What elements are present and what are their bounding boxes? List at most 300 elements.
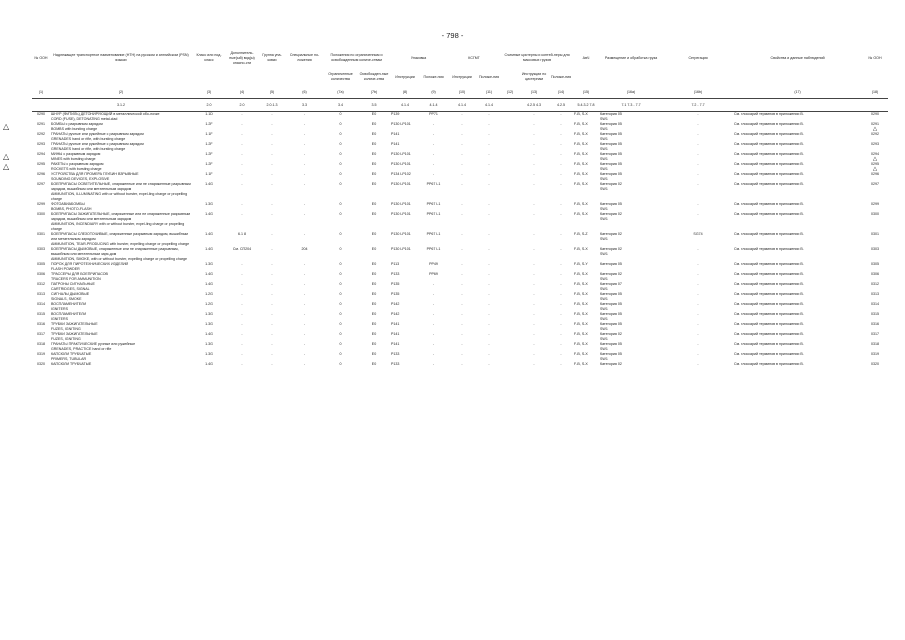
table-row: [32, 212, 888, 232]
cell-empty: [501, 262, 519, 272]
table-row: [32, 162, 888, 172]
cell-cls: 1.1D: [205, 112, 213, 116]
ref-c10: 4.1.4: [458, 102, 467, 107]
cell-cls: 1.3G: [205, 322, 213, 326]
cell-prop: См. глоссарий терминов в приложении B.: [734, 342, 804, 346]
cell-prop: См. глоссарий терминов в приложении B.: [734, 152, 804, 156]
cell-cls: 1.4G: [205, 232, 213, 236]
ref-c16b: 7.2 - 7.7: [691, 102, 705, 107]
cell-pp: PP67 L1: [426, 212, 441, 216]
cell-stow: [599, 212, 663, 232]
cell-cls: 1.2G: [205, 292, 213, 296]
cell-name: [50, 112, 192, 123]
cell-name: [50, 272, 192, 282]
shipping-name-en: AMMUNITION, INCENDIARY with or without burster, expel-ling charge or propelling charge: [51, 222, 185, 231]
cell-sub: -: [241, 132, 243, 136]
stowage-category: Категория 05: [600, 202, 622, 206]
cell-ibc: -: [461, 332, 463, 336]
cell-pi: P130 LP101: [391, 212, 411, 216]
cell-cls: 1.3G: [205, 342, 213, 346]
cell-un: 0315: [37, 312, 45, 316]
cell-lq: 0: [339, 312, 342, 316]
shipping-name-ru: БОЕПРИПАСЫ ОСВЕТИТЕЛЬНЫЕ, снаряженные или не снаряженные разрывным зарядом, вышибным или метательным зарядом: [51, 182, 191, 191]
shipping-name-ru: МИНЫ с разрывным зарядом: [51, 152, 101, 156]
table-row: [32, 322, 888, 332]
table-row: [32, 247, 888, 262]
cell-empty: [501, 132, 519, 142]
cell-empty: [501, 282, 519, 292]
cell-un2: [862, 172, 888, 182]
cell-ibcp: -: [488, 132, 490, 136]
un-number-right: 0315: [871, 312, 880, 316]
un-number-right: 0292: [871, 132, 880, 136]
cell-un2: [862, 352, 888, 362]
cell-stow: [599, 122, 663, 132]
cell-stow: [599, 152, 663, 162]
cell-ems: F-B, S-X: [574, 112, 588, 116]
cell-ibcp: -: [488, 352, 490, 356]
cell-empty: [501, 232, 519, 247]
cell-sp: -: [303, 302, 306, 306]
column-number: (10): [458, 89, 466, 94]
stowage-code: SW1: [600, 147, 608, 151]
cell-lq: 0: [339, 352, 342, 356]
column-number: (14): [557, 89, 565, 94]
cell-lq: 0: [339, 182, 342, 186]
stowage-code: SW1: [600, 167, 608, 171]
shipping-name-en: GRENADES hand or rifle, with bursting charge: [51, 137, 126, 141]
cell-eq: E0: [371, 262, 377, 266]
cell-cls: 1.4G: [205, 182, 213, 186]
cell-empty: [501, 322, 519, 332]
header-ibc: КСГМГ: [468, 55, 480, 60]
cell-lq: 0: [339, 112, 342, 116]
cell-lq: 0: [339, 272, 342, 276]
cell-empty: [501, 122, 519, 132]
cell-ibcp: -: [488, 232, 490, 236]
stowage-category: Категория 05: [600, 312, 622, 316]
header-segregation: Сегрегация: [688, 55, 708, 60]
stowage-code: SW1: [600, 207, 608, 211]
shipping-name-en: CORD (FUSE), DETONATING metal-clad: [51, 117, 118, 121]
cell-ibc: -: [461, 322, 463, 326]
stowage-code: SW1: [600, 317, 608, 321]
table-header: [32, 48, 888, 112]
cell-sub: -: [241, 362, 243, 366]
cell-tnkp: -: [560, 272, 562, 276]
cell-lq: 0: [339, 332, 342, 336]
stowage-category: Категория 02: [600, 232, 622, 236]
cell-un: 0320: [37, 362, 45, 366]
cell-sub: -: [241, 182, 243, 186]
cell-name: [50, 247, 192, 262]
cell-ems: F-B, S-X: [574, 132, 588, 136]
cell-ibcp: -: [488, 162, 490, 166]
table-row: [32, 182, 888, 202]
column-number: (11): [485, 89, 493, 94]
column-number: (2): [118, 89, 124, 94]
cell-cls: 1.4G: [205, 212, 213, 216]
cell-ibc: -: [461, 202, 463, 206]
cell-tnkp: -: [560, 302, 562, 306]
cell-name: [50, 172, 192, 182]
cell-ems: F-B, S-X: [574, 202, 588, 206]
cell-ibc: -: [461, 212, 463, 216]
cell-pg: -: [271, 272, 273, 276]
cell-seg: -: [697, 172, 699, 176]
header-excepted-qty: Освобожден-ные количе-ства: [359, 72, 389, 81]
cell-pi: P130 LP101: [391, 202, 411, 206]
column-number: (16a): [626, 89, 636, 94]
cell-eq: E0: [371, 172, 377, 176]
cell-sub: -: [241, 152, 243, 156]
cell-un: 0303: [37, 247, 45, 251]
cell-lq: 0: [339, 122, 342, 126]
cell-lq: 0: [339, 262, 342, 266]
amendment-triangle-icon: △: [872, 156, 878, 162]
cell-stow: [599, 272, 663, 282]
cell-sp: -: [303, 142, 306, 146]
cell-ems: F-B, S-X: [574, 342, 588, 346]
cell-un: 0297: [37, 182, 45, 186]
cell-stow: [599, 112, 663, 123]
stowage-category: Категория 02: [600, 212, 622, 216]
cell-ibc: -: [461, 362, 463, 366]
ref-c3: 2.0: [206, 102, 212, 107]
cell-empty: [501, 152, 519, 162]
shipping-name-en: AMMUNITION, ILLUMINATING with or without burster, expel-ling charge or propelling charge: [51, 192, 188, 201]
cell-empty: [501, 247, 519, 262]
cell-eq: E0: [371, 332, 377, 336]
cell-tnk: -: [533, 162, 535, 166]
shipping-name-en: IGNITERS: [51, 317, 68, 321]
cell-empty: [501, 342, 519, 352]
cell-ibcp: -: [488, 312, 490, 316]
page-number: - 798 -: [441, 31, 464, 40]
cell-prop: См. глоссарий терминов в приложении B.: [734, 322, 804, 326]
dangerous-goods-list-table: [32, 48, 888, 367]
un-number-right: 0318: [871, 342, 880, 346]
cell-tnkp: -: [560, 332, 562, 336]
cell-sub: -: [241, 282, 243, 286]
cell-tnk: -: [533, 182, 535, 186]
stowage-code: SW1: [600, 252, 608, 256]
cell-ems: F-B, S-X: [574, 272, 588, 276]
cell-pp: -: [432, 152, 435, 156]
cell-seg: -: [697, 112, 699, 116]
cell-pi: P141: [391, 322, 400, 326]
un-number-right: 0291: [871, 122, 880, 126]
cell-pp: -: [432, 122, 435, 126]
cell-sub: -: [241, 342, 243, 346]
cell-tnkp: -: [560, 342, 562, 346]
cell-stow: [599, 162, 663, 172]
cell-stow: [599, 202, 663, 212]
cell-ibcp: -: [488, 362, 490, 366]
table-row: [32, 152, 888, 162]
cell-ibcp: -: [488, 342, 490, 346]
cell-un2: [862, 262, 888, 272]
stowage-category: Категория 02: [600, 182, 622, 186]
cell-sub: -: [241, 272, 243, 276]
column-number: (4): [239, 89, 245, 94]
cell-empty: [501, 332, 519, 342]
ref-c5: 2.0.1.3: [266, 102, 278, 107]
stowage-category: Категория 05: [600, 162, 622, 166]
column-number: (9): [431, 89, 436, 94]
header-tanks: Съемные цистерны и контей-неры для массовых грузов: [504, 53, 570, 62]
shipping-name-ru: ТРАССЕРЫ ДЛЯ БОЕПРИПАСОВ: [51, 272, 108, 276]
cell-pi: P134 LP102: [391, 172, 411, 176]
cell-empty: [501, 162, 519, 172]
cell-sp: -: [303, 322, 306, 326]
header-ibc-instructions: Инструкции: [452, 74, 472, 79]
cell-ems: F-B, S-X: [574, 172, 588, 176]
cell-ibcp: -: [488, 122, 490, 126]
cell-pp: PP69: [429, 272, 438, 276]
cell-un2: [862, 122, 888, 132]
cell-tnkp: -: [560, 182, 562, 186]
cell-lq: 0: [339, 282, 342, 286]
cell-stow: [599, 232, 663, 247]
cell-un: 0300: [37, 212, 45, 216]
table-body: [32, 112, 888, 368]
cell-pp: PP67 L1: [426, 247, 441, 251]
cell-sub: 6.1 8: [238, 232, 246, 236]
cell-tnk: -: [533, 122, 535, 126]
cell-ibc: -: [461, 282, 463, 286]
cell-cls: 1.2F: [205, 162, 213, 166]
cell-cls: 1.3G: [205, 312, 213, 316]
un-number-right: 0297: [871, 182, 880, 186]
cell-lq: 0: [339, 162, 342, 166]
cell-sp: 204: [301, 247, 308, 251]
cell-ibcp: -: [488, 112, 490, 116]
stowage-category: Категория 05: [600, 262, 622, 266]
cell-sp: -: [303, 232, 306, 236]
cell-eq: E0: [371, 152, 377, 156]
cell-tnk: -: [533, 262, 535, 266]
ref-c11: 4.1.4: [485, 102, 494, 107]
shipping-name-en: SIGNALS, SMOKE: [51, 297, 82, 301]
cell-cls: 1.1F: [205, 172, 213, 176]
column-number: (16b): [693, 89, 703, 94]
stowage-category: Категория 05: [600, 112, 622, 116]
cell-name: [50, 282, 192, 292]
cell-cls: 1.4G: [205, 272, 213, 276]
stowage-code: SW1: [600, 337, 608, 341]
cell-seg: -: [697, 122, 699, 126]
cell-sub: -: [241, 312, 243, 316]
cell-pp: PP49: [429, 262, 438, 266]
cell-stow: [599, 142, 663, 152]
cell-ems: F-B, S-X: [574, 312, 588, 316]
cell-un: 0299: [37, 202, 45, 206]
cell-prop: См. глоссарий терминов в приложении B.: [734, 272, 804, 276]
cell-eq: E0: [371, 282, 377, 286]
cell-tnkp: -: [560, 132, 562, 136]
stowage-category: Категория 02: [600, 332, 622, 336]
cell-un: 0293: [37, 142, 45, 146]
cell-eq: E0: [371, 122, 377, 126]
cell-prop: См. глоссарий терминов в приложении B.: [734, 262, 804, 266]
cell-sp: -: [303, 332, 306, 336]
cell-tnk: -: [533, 322, 535, 326]
shipping-name-ru: ГРАНАТЫ ПРАКТИЧЕСКИЕ ручные или ружейные: [51, 342, 136, 346]
cell-ibc: -: [461, 112, 463, 116]
cell-sub: -: [241, 112, 243, 116]
header-class: Класс или под-класс: [196, 53, 222, 62]
stowage-code: SW1: [600, 307, 608, 311]
cell-pi: P142: [391, 302, 400, 306]
shipping-name-en: BOMBS, PHOTO-FLASH: [51, 207, 92, 211]
cell-sp: -: [303, 162, 306, 166]
cell-name: [50, 202, 192, 212]
shipping-name-en: TRACERS FOR AMMUNITION: [51, 277, 101, 281]
shipping-name-en: ROCKETS with bursting charge: [51, 167, 102, 171]
cell-tnk: -: [533, 247, 535, 251]
cell-pi: P141: [391, 142, 400, 146]
cell-eq: E0: [371, 312, 377, 316]
cell-un2: [862, 302, 888, 312]
cell-sp: -: [303, 262, 306, 266]
header-tank-provisions: Положе-ния: [550, 74, 572, 79]
cell-pi: P141: [391, 342, 400, 346]
shipping-name-en: FUZES, IGNITING: [51, 337, 81, 341]
cell-pg: -: [271, 162, 273, 166]
amendment-triangle-icon: △: [872, 126, 878, 132]
ref-c2: 3.1.2: [117, 102, 125, 107]
cell-seg: -: [697, 282, 699, 286]
cell-empty: [501, 142, 519, 152]
cell-name: [50, 142, 192, 152]
shipping-name-ru: ПАТРОНЫ СИГНАЛЬНЫЕ: [51, 282, 95, 286]
cell-pg: -: [271, 112, 273, 116]
cell-eq: E0: [371, 182, 377, 186]
cell-stow: [599, 332, 663, 342]
shipping-name-ru: РАКЕТЫ с разрывным зарядом: [51, 162, 104, 166]
cell-pi: P133: [391, 272, 400, 276]
cell-tnk: -: [533, 202, 535, 206]
cell-ibc: -: [461, 132, 463, 136]
shipping-name-en: FLASH POWDER: [51, 267, 80, 271]
cell-stow: [599, 322, 663, 332]
cell-pi: P113: [391, 262, 400, 266]
column-number: (7a): [337, 89, 344, 94]
cell-cls: 1.3G: [205, 202, 213, 206]
cell-ibcp: -: [488, 302, 490, 306]
cell-pp: PP67 L1: [426, 202, 441, 206]
cell-sp: -: [303, 212, 306, 216]
cell-ibcp: -: [488, 322, 490, 326]
cell-eq: E0: [371, 232, 377, 236]
cell-ibc: -: [461, 262, 463, 266]
cell-eq: E0: [371, 202, 377, 206]
cell-sub: -: [241, 332, 243, 336]
cell-pp: -: [432, 352, 435, 356]
table-row: [32, 272, 888, 282]
shipping-name-ru: ТРУБКИ ЗАЖИГАТЕЛЬНЫЕ: [51, 322, 98, 326]
cell-ibcp: -: [488, 202, 490, 206]
cell-name: [50, 322, 192, 332]
un-number-right: 0313: [871, 292, 880, 296]
stowage-code: SW1: [600, 177, 608, 181]
cell-un2: [862, 142, 888, 152]
column-number: (13): [530, 89, 538, 94]
cell-sp: -: [303, 292, 306, 296]
cell-un: 0314: [37, 302, 45, 306]
cell-seg: -: [697, 182, 699, 186]
stowage-category: Категория 02: [600, 247, 622, 251]
stowage-category: Категория 05: [600, 292, 622, 296]
cell-sp: -: [303, 182, 306, 186]
cell-pg: -: [271, 322, 273, 326]
stowage-code: SW1: [600, 117, 608, 121]
stowage-category: Категория 02: [600, 272, 622, 276]
cell-seg: -: [697, 312, 699, 316]
cell-ems: F-B, S-X: [574, 332, 588, 336]
cell-seg: -: [697, 162, 699, 166]
cell-tnk: -: [533, 152, 535, 156]
cell-ibcp: -: [488, 142, 490, 146]
cell-tnkp: -: [560, 262, 562, 266]
cell-ems: F-B, S-X: [574, 302, 588, 306]
cell-eq: E0: [371, 292, 377, 296]
stowage-category: Категория 02: [600, 362, 622, 366]
cell-un2: [862, 362, 888, 367]
cell-un: 0301: [37, 232, 45, 236]
cell-ems: F-B, S-X: [574, 352, 588, 356]
header-limited-qty: Ограниченные количества: [328, 72, 353, 81]
cell-tnk: -: [533, 112, 535, 116]
shipping-name-en: IGNITERS: [51, 307, 68, 311]
cell-tnkp: -: [560, 362, 562, 366]
cell-sub: -: [241, 322, 243, 326]
cell-tnkp: -: [560, 152, 562, 156]
shipping-name-en: AMMUNITION, TEAR-PRODUCING with burster, expelling charge or propelling charge: [51, 242, 190, 246]
cell-ems: F-B, S-X: [574, 212, 588, 216]
cell-stow: [599, 342, 663, 352]
shipping-name-ru: СИГНАЛЫ ДЫМОВЫЕ: [51, 292, 90, 296]
cell-seg: -: [697, 302, 699, 306]
cell-ems: F-B, S-X: [574, 292, 588, 296]
cell-un2: [862, 332, 888, 342]
cell-cls: 1.2G: [205, 302, 213, 306]
cell-empty: [501, 312, 519, 322]
un-number-right: 0312: [871, 282, 880, 286]
cell-lq: 0: [339, 362, 342, 366]
cell-sp: -: [303, 172, 306, 176]
header-special-provisions: Специальные по-ложения: [289, 53, 320, 62]
cell-ibc: -: [461, 342, 463, 346]
cell-tnkp: -: [560, 202, 562, 206]
shipping-name-en: FUZES, IGNITING: [51, 327, 81, 331]
un-number-right: 0290: [871, 112, 880, 116]
cell-ibc: -: [461, 352, 463, 356]
un-number-right: 0319: [871, 352, 880, 356]
cell-pp: -: [432, 332, 435, 336]
stowage-category: Категория 05: [600, 152, 622, 156]
table-row: [32, 232, 888, 247]
cell-tnkp: -: [560, 142, 562, 146]
cell-tnkp: -: [560, 312, 562, 316]
ref-c8: 4.1.4: [401, 102, 410, 107]
cell-un: 0305: [37, 262, 45, 266]
cell-tnk: -: [533, 362, 535, 366]
cell-un2: [862, 182, 888, 202]
cell-un: 0296: [37, 172, 45, 176]
cell-un: 0292: [37, 132, 45, 136]
